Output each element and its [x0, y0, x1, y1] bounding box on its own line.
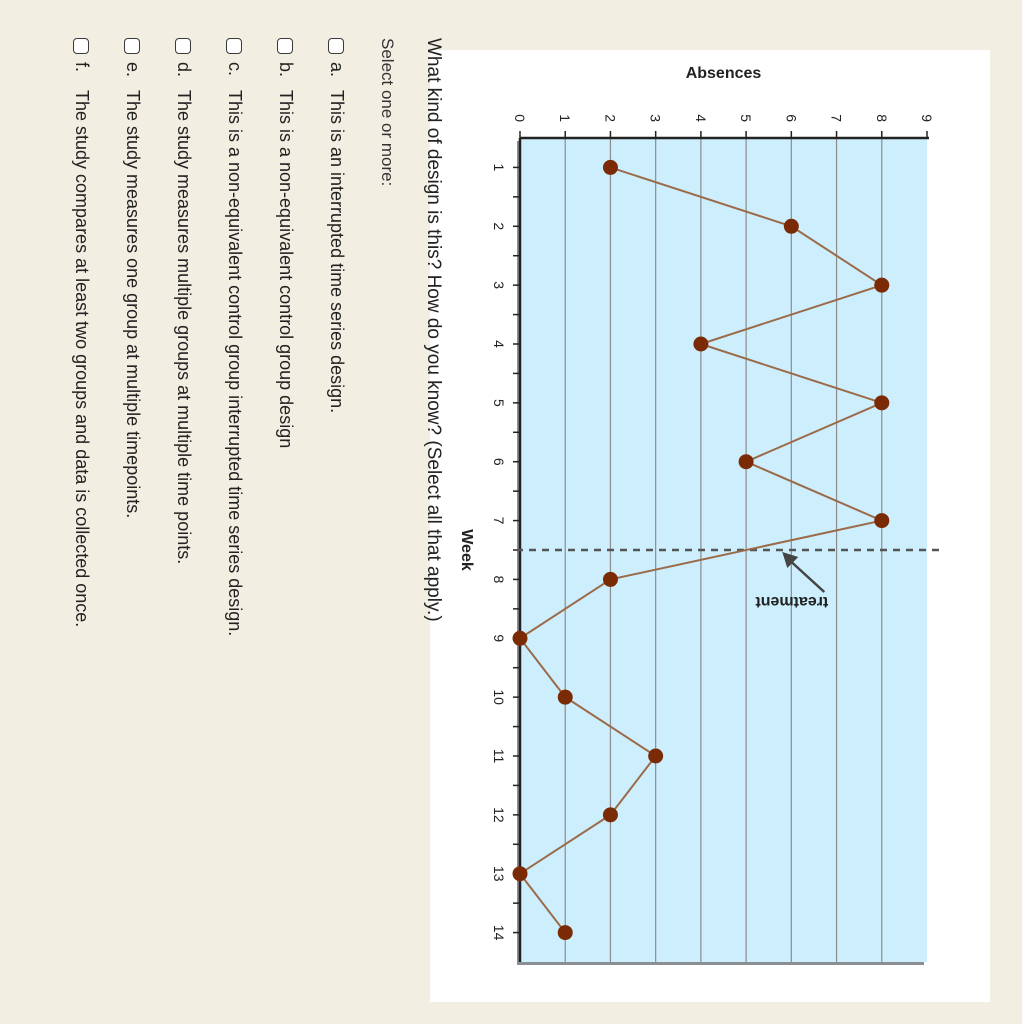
data-point: [693, 337, 708, 352]
option-c[interactable]: [209, 38, 260, 636]
data-point: [874, 513, 889, 528]
x-tick-label: 7: [491, 516, 507, 525]
option-label: This is an interrupted time series design.: [327, 90, 347, 414]
y-tick-label: 9: [919, 114, 935, 122]
y-tick-label: 5: [738, 114, 755, 122]
option-f[interactable]: [56, 38, 107, 636]
answer-options: [56, 38, 362, 636]
checkbox[interactable]: [176, 38, 192, 54]
x-tick-label: 2: [491, 222, 507, 231]
annotation-label: treatment: [755, 592, 829, 610]
data-point: [558, 690, 573, 705]
data-point: [784, 219, 799, 234]
y-axis-title: Absences: [685, 65, 762, 82]
option-letter: f.: [72, 62, 92, 73]
data-point: [648, 749, 663, 764]
option-label: This is a non-equivalent control group design: [276, 90, 296, 449]
data-point: [558, 925, 573, 940]
option-label: The study measures one group at multiple timepoints.: [123, 90, 143, 519]
y-tick-label: 1: [557, 114, 574, 122]
x-tick-label: 10: [491, 689, 507, 705]
option-d[interactable]: [158, 38, 209, 636]
x-tick-label: 3: [491, 281, 507, 290]
option-e[interactable]: [107, 38, 158, 636]
data-point: [739, 454, 754, 469]
x-tick-label: 9: [491, 634, 507, 643]
option-letter: b.: [276, 62, 296, 78]
option-letter: d.: [174, 62, 194, 78]
checkbox[interactable]: [74, 38, 90, 54]
chart-figure: [430, 50, 990, 1002]
data-point: [603, 807, 618, 822]
y-tick-label: 3: [647, 114, 664, 122]
y-tick-label: 7: [828, 114, 845, 122]
x-tick-label: 4: [491, 340, 507, 348]
checkbox[interactable]: [278, 38, 294, 54]
x-tick-label: 6: [491, 457, 507, 466]
option-letter: a.: [327, 62, 347, 78]
x-tick-label: 11: [491, 748, 507, 764]
select-hint: Select one or more:: [378, 38, 397, 187]
question-text: What kind of design is this? How do you know? (Select all that apply.): [423, 38, 444, 622]
y-tick-label: 0: [512, 114, 528, 122]
data-point: [603, 160, 618, 175]
option-letter: c.: [225, 62, 245, 77]
data-point: [874, 278, 889, 293]
option-label: This is a non-equivalent control group interrupted time series design.: [225, 90, 245, 637]
checkbox[interactable]: [227, 38, 243, 54]
data-point: [513, 866, 528, 881]
y-tick-label: 4: [692, 114, 709, 122]
option-b[interactable]: [260, 38, 311, 636]
x-tick-label: 12: [491, 807, 507, 823]
y-tick-label: 2: [602, 114, 619, 122]
checkbox[interactable]: [125, 38, 141, 54]
y-tick-label: 6: [783, 114, 800, 122]
x-tick-label: 14: [491, 924, 507, 941]
line-chart: [430, 50, 990, 1002]
x-tick-label: 5: [491, 398, 507, 407]
x-axis-title: Week: [458, 529, 475, 571]
y-tick-label: 8: [873, 114, 890, 122]
option-label: The study compares at least two groups and data is collected once.: [72, 90, 92, 628]
option-letter: e.: [123, 62, 143, 78]
data-point: [874, 395, 889, 410]
x-tick-label: 13: [491, 865, 507, 882]
checkbox[interactable]: [329, 38, 345, 54]
option-a[interactable]: [311, 38, 362, 636]
x-tick-label: 1: [491, 163, 507, 172]
option-label: The study measures multiple groups at multiple time points.: [174, 90, 194, 565]
data-point: [603, 572, 618, 587]
data-point: [513, 631, 528, 646]
x-tick-label: 8: [491, 575, 507, 584]
